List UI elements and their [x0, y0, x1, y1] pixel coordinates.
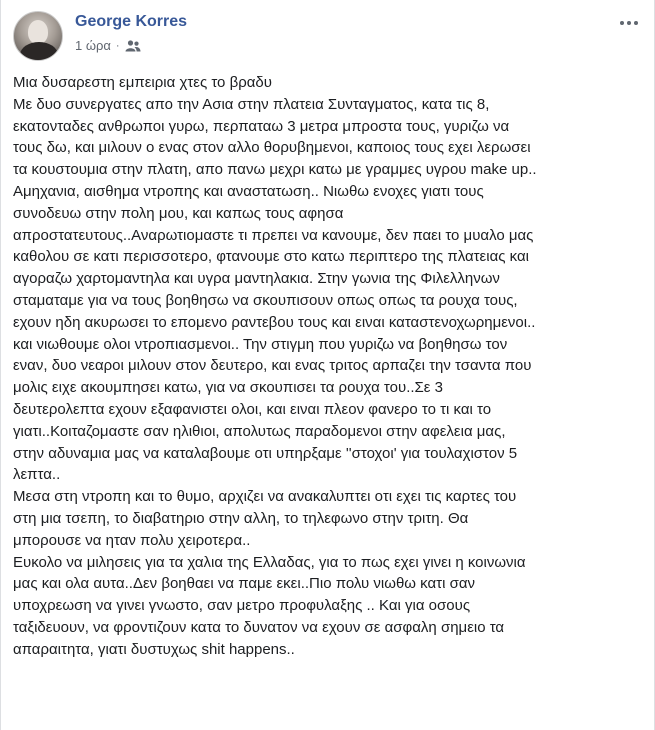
more-horizontal-icon-dot	[634, 21, 638, 25]
avatar-body	[20, 42, 58, 61]
post-text-line: αγοραζω χαρτομαντηλα και υγρα μαντηλακια. Στην γωνια της Φιλελληνων	[13, 270, 500, 288]
post-text-line: εκατονταδες ανθρωποι γυρω, περπαταω 3 μετρα μπροστα τους, γυριζω να	[13, 117, 510, 135]
timestamp[interactable]: 1 ώρα	[75, 38, 111, 53]
post-text-line: στη μια τσεπη, το διαβατηριο στην αλλη, το τηλεφωνο στην τριτη. Θα	[13, 509, 469, 527]
more-horizontal-icon-dot	[620, 21, 624, 25]
post-text-line: σταματαμε για να τους βοηθησω να σκουπισουν οπως οπως τα ρουχα τους,	[13, 291, 518, 309]
more-horizontal-icon-dot	[627, 21, 631, 25]
avatar[interactable]	[13, 11, 63, 61]
post-text-line: Με δυο συνεργατες απο την Ασια στην πλατεια Συνταγματος, κατα τις 8,	[13, 95, 490, 113]
meta-separator: ·	[115, 39, 120, 52]
post-text-line: ταξιδευουν, να φροντιζουν κατα το δυνατον να εχουν σε ασφαλη σημειο τα	[13, 618, 505, 636]
post-text-line: μπορουσε να ηταν πολυ χειροτερα..	[13, 531, 251, 549]
more-options-button[interactable]	[615, 16, 643, 30]
friends-icon[interactable]	[125, 40, 141, 52]
post-text-line: Μεσα στη ντροπη και το θυμο, αρχιζει να ανακαλυπτει οτι εχει τις καρτες του	[13, 488, 517, 506]
post-text-line: στην αδυναμια μας να καταλαβουμε οτι υπηρξαμε ''στοχοι' για τουλαχιστον 5	[13, 444, 518, 462]
post-text-line: υποχρεωση να γινει γνωστο, σαν μετρο προφυλαξης .. Και για οσους	[13, 597, 471, 615]
author-name[interactable]: George Korres	[75, 13, 188, 30]
post-text-line: και νιωθουμε ολοι ντροπιασμενοι.. Την στιγμη που γυριζω να βοηθησω τον	[13, 335, 508, 353]
post-header	[13, 8, 643, 58]
post-text-line: εχουν ηδη ακυρωσει το επομενο ραντεβου τους και ειναι καταστενοχωρημενοι..	[13, 313, 536, 331]
post-text-line: τα κουστουμια στην πλατη, απο πανω μεχρι κατω με γραμμες υγρου make up..	[13, 161, 537, 179]
post-text-line: Μια δυσαρεστη εμπειρια χτες το βραδυ	[13, 74, 272, 91]
post-meta	[75, 38, 141, 53]
post-text-line: Αμηχανια, αισθημα ντροπης και αναστατωση.. Νιωθω ενοχες γιατι τους	[13, 182, 484, 200]
post-text-line: απροστατευτους..Αναρωτιομαστε τι πρεπει να κανουμε, δεν παει το μυαλο μας	[13, 226, 534, 244]
post-text-line: καθολου σε κατι περισσοτερο, φτανουμε στο κατω περιπτερο της πλατειας και	[13, 248, 529, 266]
post-text-line: δευτερολεπτα εχουν εξαφανιστει ολοι, και ειναι πλεον φανερο το τι και το	[13, 400, 492, 418]
post-text-line: γιατι..Κοιταζομαστε σαν ηλιθιοι, απολυτως παραδομενοι στην αφελεια μας,	[13, 422, 506, 440]
post-text-line: εναν, δυο νεαροι μιλουν στον δευτερο, και ενας τριτος αρπαζει την τσαντα που	[13, 357, 532, 375]
post-text-line: συνοδευω στην πολη μου, και καπως τους αφησα	[13, 204, 344, 222]
post-text-line: Ευκολο να μιλησεις για τα χαλια της Ελλαδας, για το πως εχει γινει η κοινωνια	[13, 553, 526, 571]
post-text-line: μας και ολα αυτα..Δεν βοηθαει να παμε εκει..Πιο πολυ νιωθω κατι σαν	[13, 575, 476, 593]
avatar-head	[28, 20, 48, 44]
post-text	[13, 72, 643, 661]
post-text-line: τους δω, και μιλουν ο ενας στον αλλο θορυβημενοι, καποιος τους εχει λερωσει	[13, 139, 531, 157]
post-text-line: μολις ειχε ακουμπησει κατω, για να σκουπισει τα ρουχα του..Σε 3	[13, 379, 443, 397]
post-text-line: λεπτα..	[13, 466, 61, 484]
post-text-line: απαραιτητα, γιατι δυστυχως shit happens..	[13, 640, 295, 658]
